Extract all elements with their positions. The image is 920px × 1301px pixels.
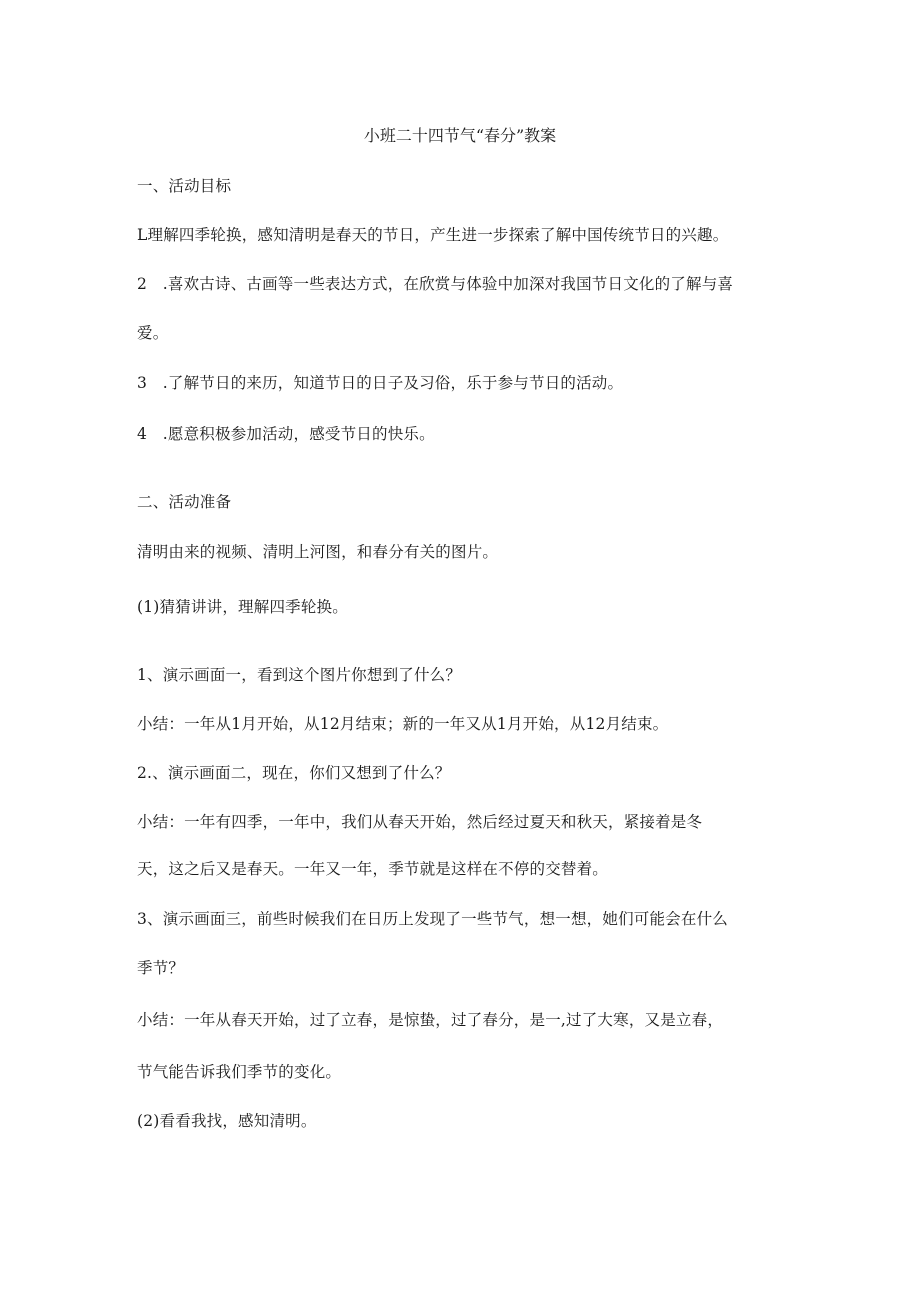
step-3: 3、演示画面三，前些时候我们在日历上发现了一些节气，想一想，她们可能会在什么 xyxy=(137,910,728,928)
step-1: 1、演示画面一，看到这个图片你想到了什么？ xyxy=(137,666,462,684)
part-heading-2: (2)看看我找，感知清明。 xyxy=(137,1112,317,1130)
preparation-text: 清明由来的视频、清明上河图，和春分有关的图片。 xyxy=(137,543,499,561)
goal-item-4: 4 .愿意积极参加活动，感受节日的快乐。 xyxy=(137,425,435,443)
part-heading-1: (1)猜猜讲讲，理解四季轮换。 xyxy=(137,598,348,616)
summary-3: 小结：一年从春天开始，过了立春，是惊蛰，过了春分，是一,过了大寒，又是立春， xyxy=(137,1011,724,1029)
goal-item-1: L理解四季轮换，感知清明是春天的节日，产生进一步探索了解中国传统节日的兴趣。 xyxy=(137,226,729,244)
goal-item-2-continued: 爱。 xyxy=(137,324,169,342)
section-heading-preparation: 二、活动准备 xyxy=(137,493,232,511)
goal-item-3: 3 .了解节日的来历，知道节日的日子及习俗，乐于参与节日的活动。 xyxy=(137,374,624,392)
summary-2-continued: 天，这之后又是春天。一年又一年，季节就是这样在不停的交替着。 xyxy=(137,860,609,878)
step-3-continued: 季节？ xyxy=(137,959,185,977)
document-title: 小班二十四节气“春分”教案 xyxy=(363,126,557,145)
section-heading-goals: 一、活动目标 xyxy=(137,177,232,195)
summary-2: 小结：一年有四季，一年中，我们从春天开始，然后经过夏天和秋天，紧接着是冬 xyxy=(137,813,703,831)
goal-item-2: 2 .喜欢古诗、古画等一些表达方式，在欣赏与体验中加深对我国节日文化的了解与喜 xyxy=(137,275,734,293)
summary-1: 小结：一年从1月开始，从12月结束；新的一年又从1月开始，从12月结束。 xyxy=(137,715,669,733)
summary-3-continued: 节气能告诉我们季节的变化。 xyxy=(137,1063,342,1081)
step-2: 2.、演示画面二，现在，你们又想到了什么？ xyxy=(137,764,451,782)
